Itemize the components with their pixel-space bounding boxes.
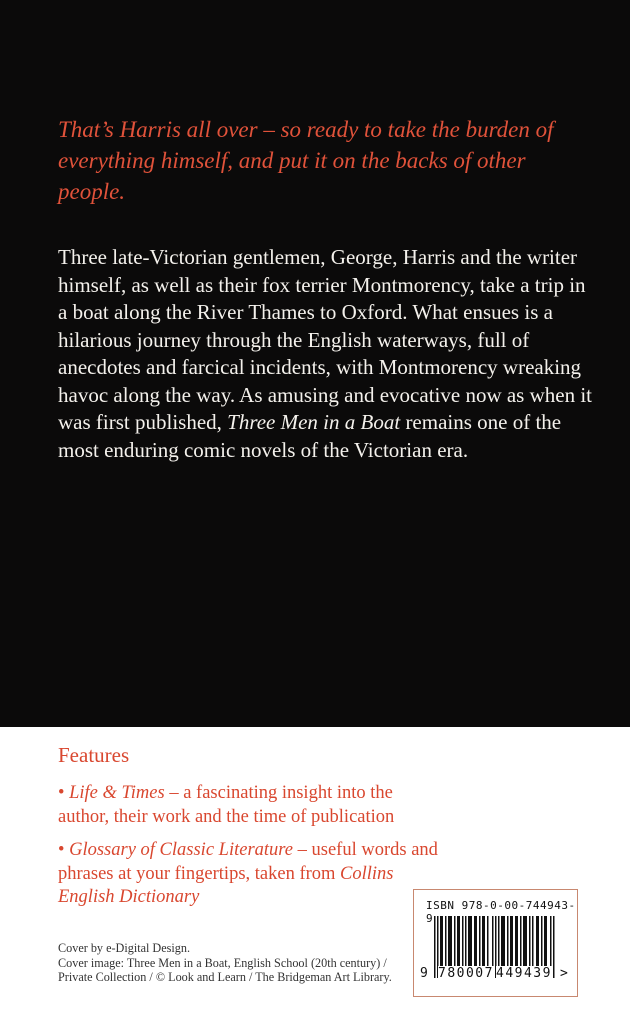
isbn-label: ISBN 978-0-00-744943-9 — [426, 899, 576, 925]
feature-source: Collins English Dictionary — [58, 863, 394, 907]
feature-description: – a fascinating insight into the author, their work and the time of publication — [58, 783, 395, 827]
barcode-quiet-zone-mark: > — [560, 966, 568, 981]
credit-line: Cover image: Three Men in a Boat, English School (20th century) / — [58, 955, 387, 970]
barcode-lead-digit: 9 — [420, 966, 428, 981]
book-title: Three Men in a Boat — [227, 410, 401, 434]
feature-description: – useful words and phrases at your fingertips, taken from — [58, 840, 438, 884]
pull-quote: That’s Harris all over – so ready to take the burden of everything himself, and put it on the backs of other people. — [58, 117, 554, 204]
feature-item-life-and-times — [58, 782, 438, 829]
cover-credits — [58, 941, 418, 985]
credit-line: Cover by e-Digital Design. — [58, 941, 191, 955]
barcode-digits-right: 449439 — [496, 966, 552, 981]
blurb-text-2: remains one of the most enduring comic novels of the Victorian era. — [58, 410, 562, 462]
isbn-barcode — [413, 889, 578, 997]
synopsis-blurb — [58, 244, 598, 464]
bullet-icon: • — [58, 840, 70, 860]
barcode-digits-left: 780007 — [438, 966, 494, 981]
feature-item-glossary — [58, 839, 438, 910]
feature-name: Life & Times — [69, 783, 165, 803]
credit-line: Private Collection / © Look and Learn / The Bridgeman Art Library. — [58, 970, 392, 985]
blurb-text-1: Three late-Victorian gentlemen, George, Harris and the writer himself, as well as their fox terrier Montmorency, take a trip in a boat along the River Thames to Oxford. What ensues is a hilarious journey through the English waterways, full of anecdotes and farcical incidents, with Montmorency wreaking havoc along the way. As amusing and evocative now as when it was first published, — [58, 245, 593, 434]
feature-name: Glossary of Classic Literature — [69, 840, 294, 860]
features-section — [58, 741, 438, 910]
bullet-icon: • — [58, 783, 70, 803]
features-heading: Features — [58, 743, 130, 767]
